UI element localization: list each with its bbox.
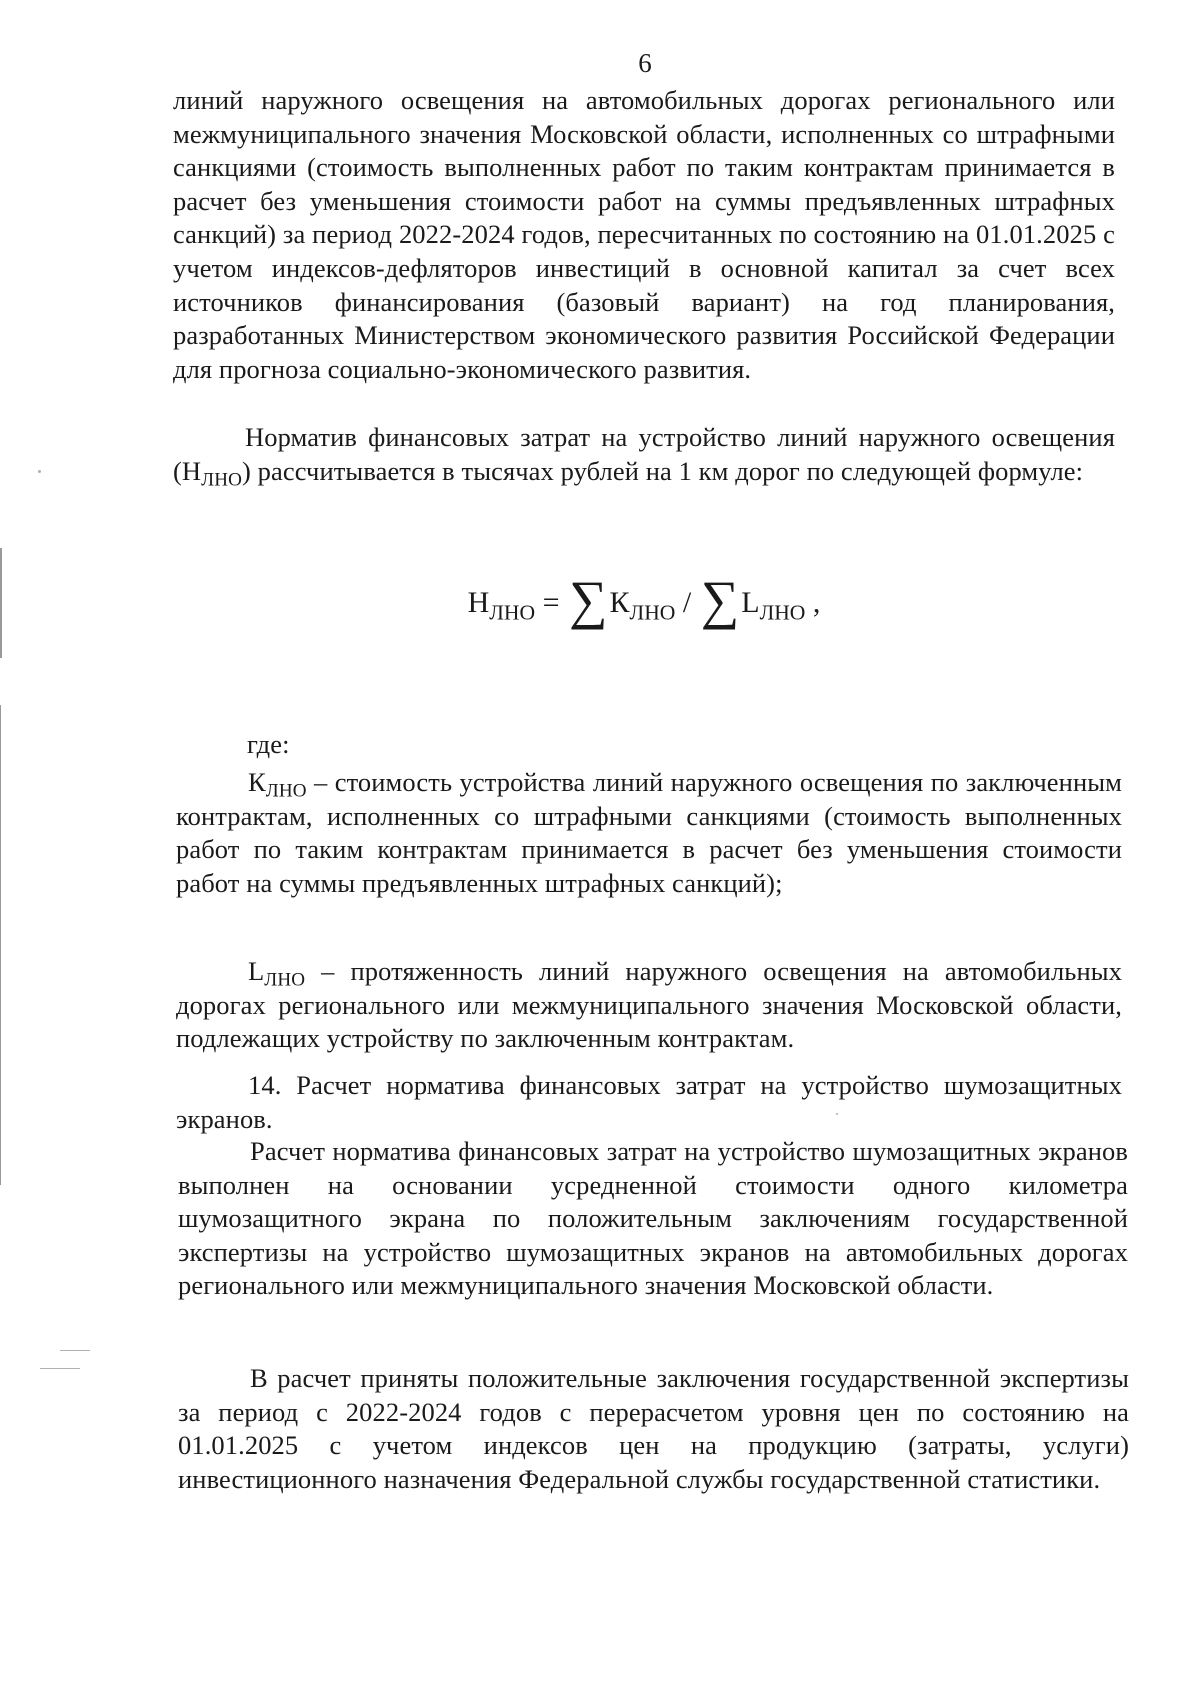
scan-margin-mark [0,705,1,1185]
paragraph-noise-screens: Расчет норматива финансовых затрат на устройство шумозащитных экранов выполнен на основании усредненной стоимости одного километра шумозащитного экрана по положительным заключениям государственной экспертизы на устройство шумозащитных экранов на автомобильных дорогах регионального или межмуниципального значения Московской области. [178,1136,1128,1301]
formula-equals: = [535,586,568,619]
definition-l [176,955,1122,1056]
formula-k-subscript: ЛНО [629,600,676,625]
page-number: 6 [638,48,652,78]
definition-l-subscript: ЛНО [264,969,306,991]
formula-l: L [741,586,760,619]
definition-k-symbol: К [248,767,266,797]
definition-k-text: – стоимость устройства линий наружного освещения по заключенным контрактам, исполненных со штрафными санкциями (стоимость выполненных работ по таким контрактам принимается в расчет без уменьшения стоимости работ на суммы предъявленных штрафных санкций); [176,767,1122,898]
section-14-heading: 14. Расчет норматива финансовых затрат на устройство шумозащитных экранов. [176,1070,1122,1134]
paragraph-expertise: В расчет приняты положительные заключения государственной экспертизы за период с 2022-2024 годов с перерасчетом уровня цен по состоянию на 01.01.2025 с учетом индексов цен на продукцию (затраты, услуги) инвестиционного назначения Федеральной службы государственной статистики. [178,1363,1129,1494]
subscript-lno: ЛНО [201,469,242,491]
formula-l-subscript: ЛНО [759,600,806,625]
sum-symbol: ∑ [569,570,608,630]
definition-k-subscript: ЛНО [265,780,307,802]
formula-lhs-subscript: ЛНО [489,600,536,625]
paragraph-text-before: Норматив финансовых затрат на устройство линий наружного освещения (Н [173,422,1115,486]
formula-end: , [805,586,821,619]
scan-margin-mark [0,548,2,658]
formula [0,570,1200,633]
formula-lhs: Н [467,586,490,619]
paragraph-text-after: ) рассчитывается в тысячах рублей на 1 км дорог по следующей формуле: [241,455,1084,486]
scan-dot [40,1368,80,1369]
paragraph-continuation: линий наружного освещения на автомобильных дорогах регионального или межмуниципального значения Московской области, исполненных со штрафными санкциями (стоимость выполненных работ по таким контрактам принимается в расчет без уменьшения стоимости работ на суммы предъявленных штрафных санкций) за период 2022-2024 годов, пересчитанных по состоянию на 01.01.2025 с учетом индексов-дефляторов инвестиций в основной капитал за счет всех источников финансирования (базовый вариант) на год планирования, разработанных Министерством экономического развития Российской Федерации для прогноза социально-экономического развития. [173,85,1115,384]
scan-dot [60,1350,90,1351]
scan-dot [38,470,41,473]
where-label: где: [247,729,290,759]
sum-symbol: ∑ [700,570,740,630]
formula-slash: / [675,586,699,619]
scan-dot [836,1113,838,1115]
definition-l-text: – протяженность линий наружного освещения на автомобильных дорогах регионального или межмуниципального значения Московской области, подлежащих устройству по заключенным контрактам. [176,956,1122,1054]
paragraph-normative-definition [173,421,1115,491]
formula-k: К [609,586,630,619]
definition-k [176,766,1122,900]
definition-l-symbol: L [248,956,265,986]
